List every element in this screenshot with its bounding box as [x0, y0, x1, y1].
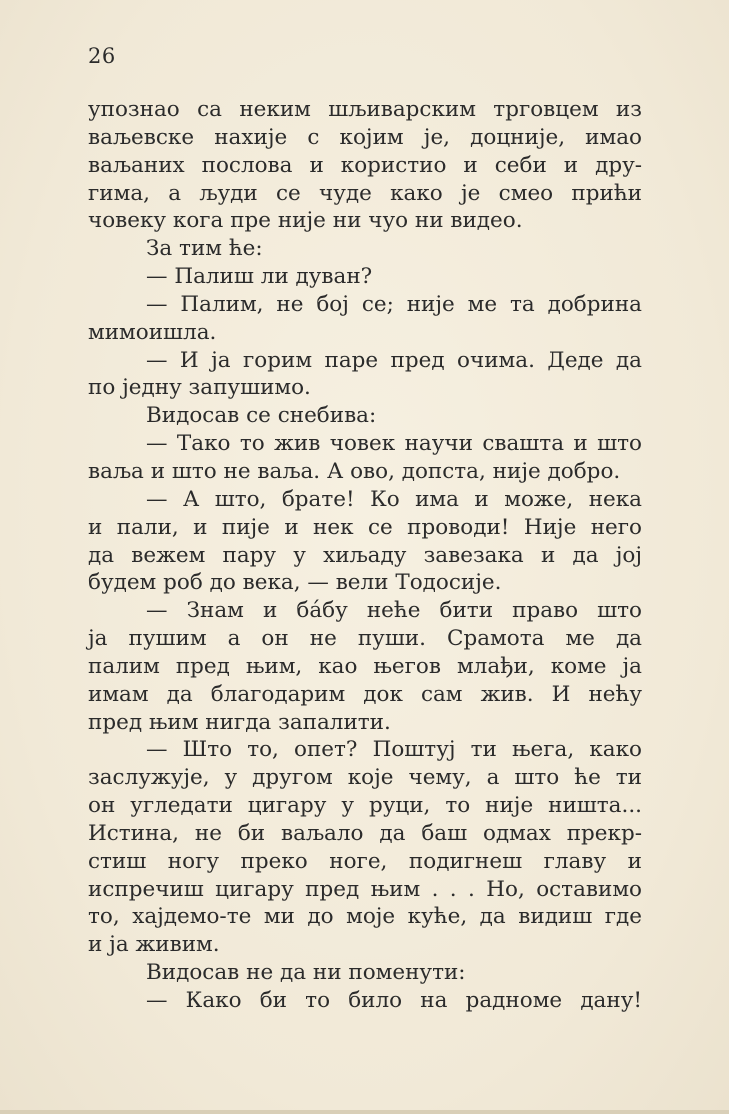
text-line: и ја живим.	[88, 932, 220, 958]
text-line: гима, а људи се чуде како је смео прићи	[88, 180, 642, 206]
text-line: да вежем пару у хиљаду завезака и да јој	[88, 542, 642, 568]
text-line: он угледати цигару у руци, то није ништа...	[88, 793, 642, 819]
text-line: будем роб до века, — вели Тодосије.	[88, 570, 502, 596]
text-line: мимоишла.	[88, 319, 217, 345]
text-line: упознао са неким шљиварским трговцем из	[88, 97, 642, 122]
text-line: пред њим нигда запалити.	[88, 709, 391, 735]
body-text	[88, 96, 642, 1015]
text-line: Видосав се снебива:	[146, 403, 377, 429]
text-line: Видосав не да ни поменути:	[146, 960, 466, 986]
text-line: — Што то, опет? Поштуј ти њега, како	[146, 737, 642, 763]
text-line: — Палиш ли дуван?	[146, 264, 373, 290]
text-line: по једну запушимо.	[88, 375, 311, 401]
text-line: испречиш цигару пред њим . . . Но, оставимо	[88, 876, 642, 902]
text-line: — Знам и ба́бу неће бити право што	[146, 598, 642, 624]
text-line: палим пред њим, као његов млађи, коме ја	[88, 653, 642, 679]
page-number: 26	[88, 44, 116, 68]
page-bottom-edge	[0, 1110, 729, 1114]
text-line: ја пушим а он не пуши. Срамота ме да	[88, 626, 642, 652]
text-line: — Како би то било на радноме дану!	[146, 988, 642, 1013]
text-line: Истина, не би ваљало да баш одмах прекр-	[88, 820, 642, 846]
text-line: човеку кога пре није ни чуо ни видео.	[88, 208, 523, 234]
text-line: ваља и што не ваља. А ово, допста, није добро.	[88, 458, 621, 484]
text-line: заслужује, у другом које чему, а што ће ти	[88, 765, 642, 791]
text-line: — Тако то жив човек научи свашта и што	[146, 431, 642, 457]
text-line: ваљаних послова и користио и себи и дру-	[88, 152, 642, 178]
text-line: За тим ће:	[146, 236, 263, 262]
text-line: — А што, брате! Ко има и може, нека	[146, 486, 642, 512]
text-line: — И ја горим паре пред очима. Деде да	[146, 347, 642, 373]
text-line: то, хајдемо-те ми до моје куће, да видиш где	[88, 904, 642, 930]
text-line: стиш ногу преко ноге, подигнеш главу и	[88, 848, 642, 874]
text-line: имам да благодарим док сам жив. И нећу	[88, 681, 642, 707]
text-line: — Палим, не бој се; није ме та добрина	[146, 291, 642, 317]
text-line: и пали, и пије и нек се проводи! Није него	[88, 514, 642, 540]
text-line: ваљевске нахије с којим је, доцније, имао	[88, 124, 642, 150]
